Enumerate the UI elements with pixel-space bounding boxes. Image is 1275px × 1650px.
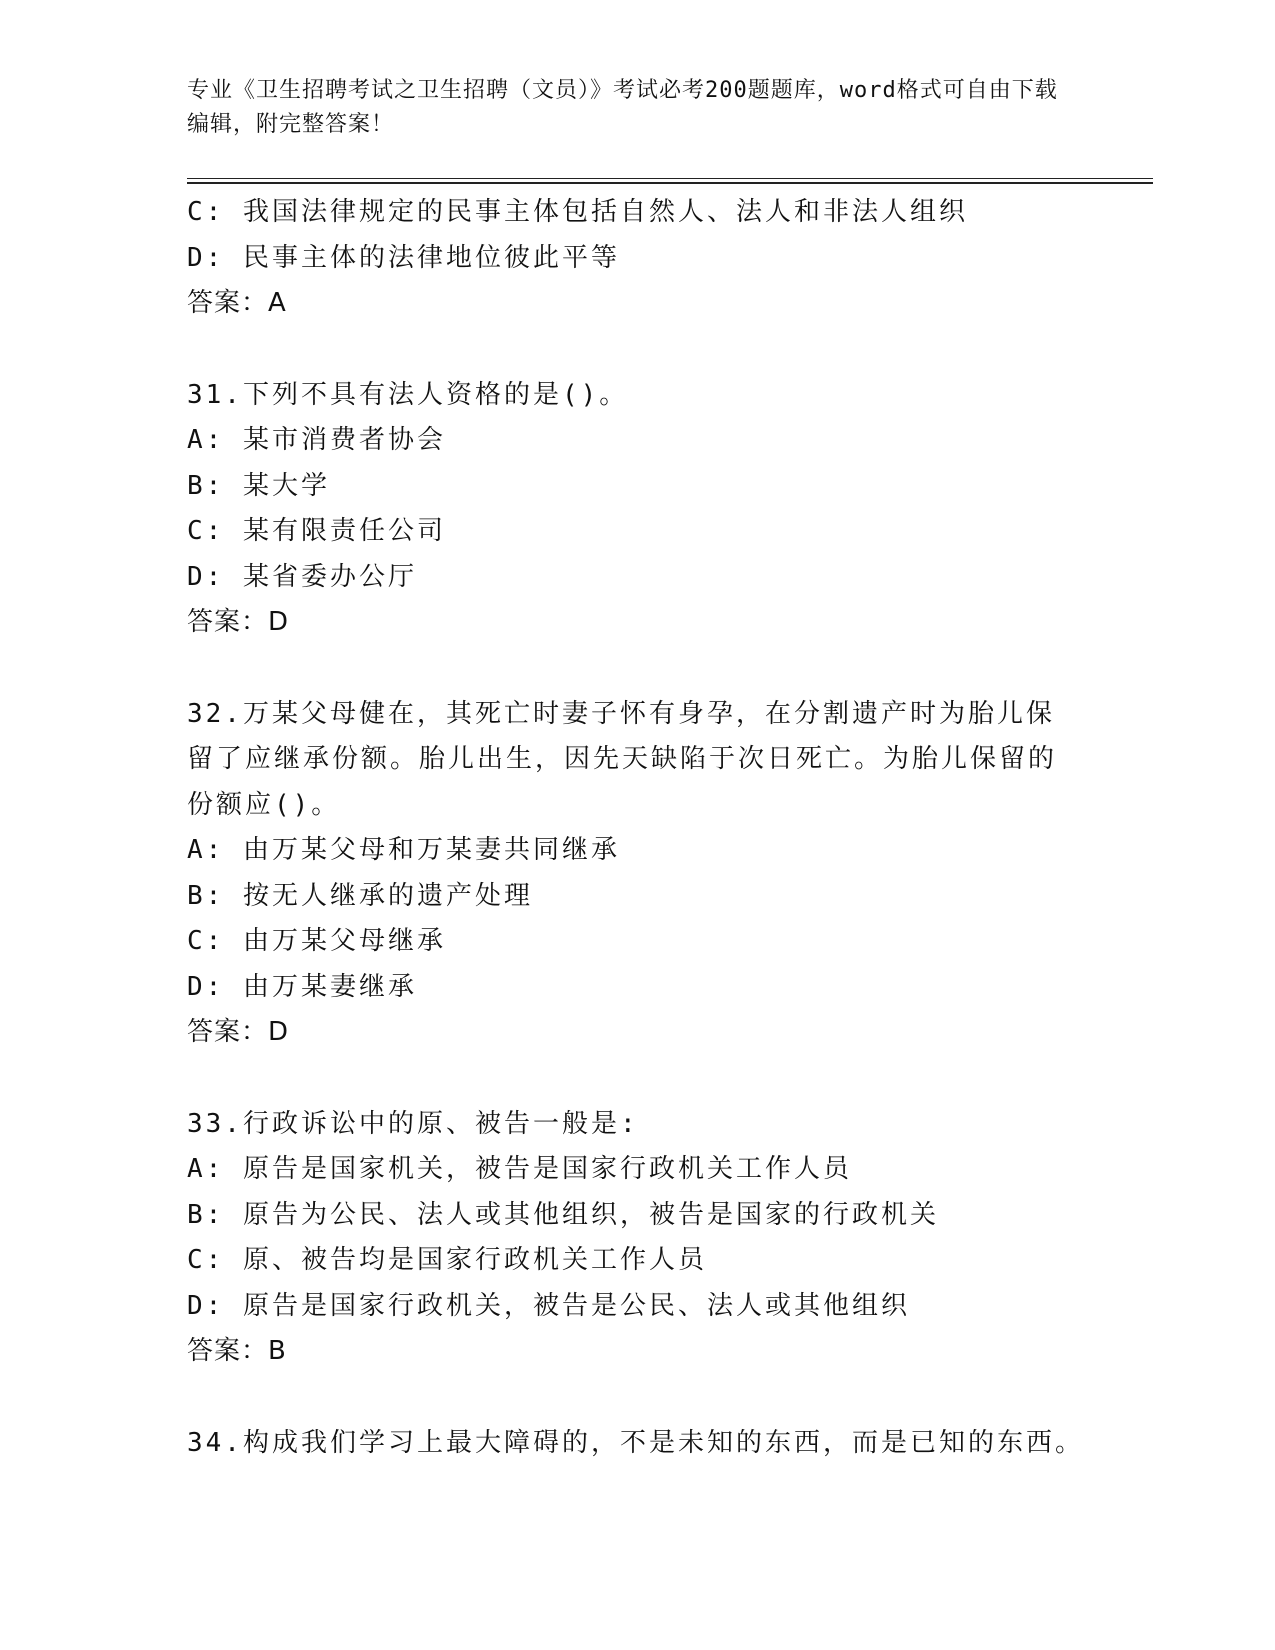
question-stem: 32.万某父母健在，其死亡时妻子怀有身孕，在分割遗产时为胎儿保留了应继承份额。胎儿出生，因先天缺陷于次日死亡。为胎儿保留的份额应()。 [187,698,1058,820]
spacer [187,327,1087,373]
continued-question [187,190,1087,327]
header-divider-bottom [187,182,1153,184]
option-b: B: 某大学 [187,470,330,501]
spacer [187,1375,1087,1421]
answer-line: 答案：B [187,1336,287,1366]
option-d: D: 民事主体的法律地位彼此平等 [187,242,620,273]
question-32 [187,692,1087,1056]
document-header [187,74,1067,142]
option-a: A: 原告是国家机关，被告是国家行政机关工作人员 [187,1154,852,1184]
option-a: A: 由万某父母和万某妻共同继承 [187,835,620,865]
option-c: C: 某有限责任公司 [187,516,446,546]
option-b: B: 原告为公民、法人或其他组织，被告是国家的行政机关 [187,1199,939,1230]
option-d: D: 由万某妻继承 [187,971,417,1002]
question-31 [187,373,1087,646]
option-c: C: 我国法律规定的民事主体包括自然人、法人和非法人组织 [187,197,968,227]
answer-line: 答案：A [187,288,287,318]
option-d: D: 某省委办公厅 [187,561,417,592]
header-divider-top [187,178,1153,179]
question-stem: 33.行政诉讼中的原、被告一般是: [187,1108,639,1139]
option-c: C: 原、被告均是国家行政机关工作人员 [187,1245,707,1275]
option-c: C: 由万某父母继承 [187,926,446,956]
answer-line: 答案：D [187,1017,290,1047]
option-a: A: 某市消费者协会 [187,425,446,455]
question-34 [187,1421,1087,1467]
header-title: 专业《卫生招聘考试之卫生招聘（文员）》考试必考200题题库，word格式可自由下载编辑，附完整答案！ [187,78,1058,137]
question-stem: 34.构成我们学习上最大障碍的，不是未知的东西，而是已知的东西。 [187,1427,1084,1458]
option-b: B: 按无人继承的遗产处理 [187,880,533,911]
spacer [187,1056,1087,1102]
spacer [187,646,1087,692]
question-content [187,190,1087,1466]
question-stem: 31.下列不具有法人资格的是()。 [187,379,629,410]
question-33 [187,1102,1087,1375]
option-d: D: 原告是国家行政机关，被告是公民、法人或其他组织 [187,1290,910,1321]
answer-line: 答案：D [187,607,290,637]
